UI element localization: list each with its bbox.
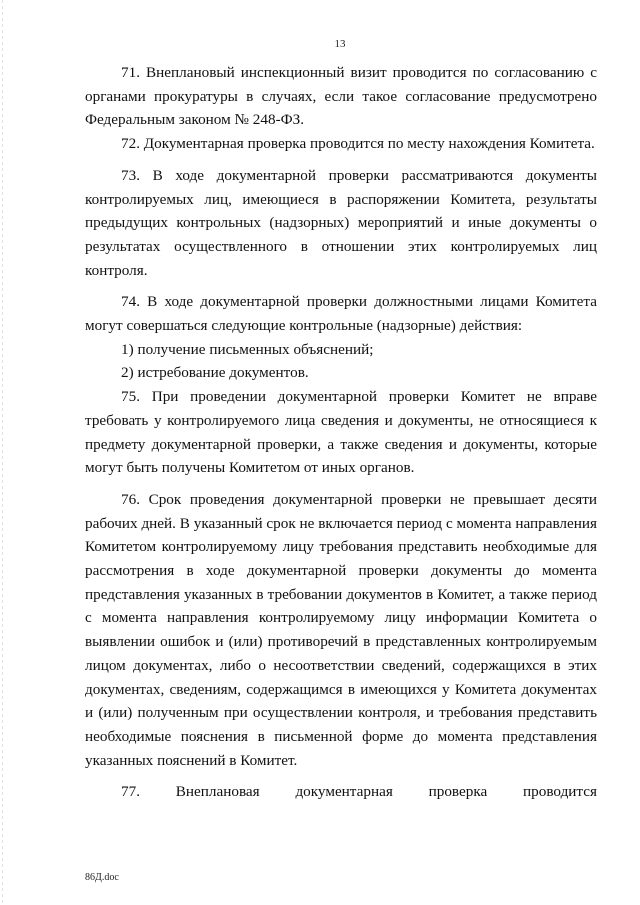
paragraph-77: 77. Внеплановая документарная проверка проводится (121, 783, 597, 801)
document-body (85, 61, 597, 804)
paragraph-73: 73. В ходе документарной проверки рассматриваются документы контролируемых лиц, имеющиеся в распоряжении Комитета, результаты предыдущих контрольных (надзорных) мероприятий и иные документы о результатах осуществленного в отношении этих контролируемых лиц контроля. (85, 166, 597, 279)
list-item-1: 1) получение письменных объяснений; (121, 340, 374, 358)
scan-edge-marks (2, 0, 3, 905)
paragraph-71: 71. Внеплановый инспекционный визит проводится по согласованию с органами прокуратуры в случаях, если такое согласование предусмотрено Федеральным законом № 248-ФЗ. (85, 64, 597, 129)
paragraph-72: 72. Документарная проверка проводится по месту нахождения Комитета. (121, 135, 595, 153)
paragraph-76: 76. Срок проведения документарной проверки не превышает десяти рабочих дней. В указанный срок не включается период с момента направления Комитетом контролируемому лицу требования представить необходимые для рассмотрения в ходе документарной проверки документы до момента представления указанных в требовании документов в Комитет, а также период с момента направления контролируемому лицу информации Комитета о выявлении ошибок и (или) противоречий в представленных контролируемым лицом документах, либо о несоответствии сведений, содержащихся в этих документах, сведениям, содержащимся в имеющихся у Комитета документах и (или) полученным при осуществлении контроля, и требования представить необходимые пояснения в письменной форме до момента представления указанных пояснений в Комитет. (85, 490, 597, 769)
page-number: 13 (334, 38, 346, 50)
paragraph-74: 74. В ходе документарной проверки должностными лицами Комитета могут совершаться следующие контрольные (надзорные) действия: (85, 293, 597, 335)
list-item-2: 2) истребование документов. (121, 364, 309, 382)
paragraph-75: 75. При проведении документарной проверки Комитет не вправе требовать у контролируемого лица сведения и документы, не относящиеся к предмету документарной проверки, а также сведения и документы, которые могут быть получены Комитетом от иных органов. (85, 388, 597, 477)
file-name-footer: 86Д.doc (85, 872, 119, 883)
